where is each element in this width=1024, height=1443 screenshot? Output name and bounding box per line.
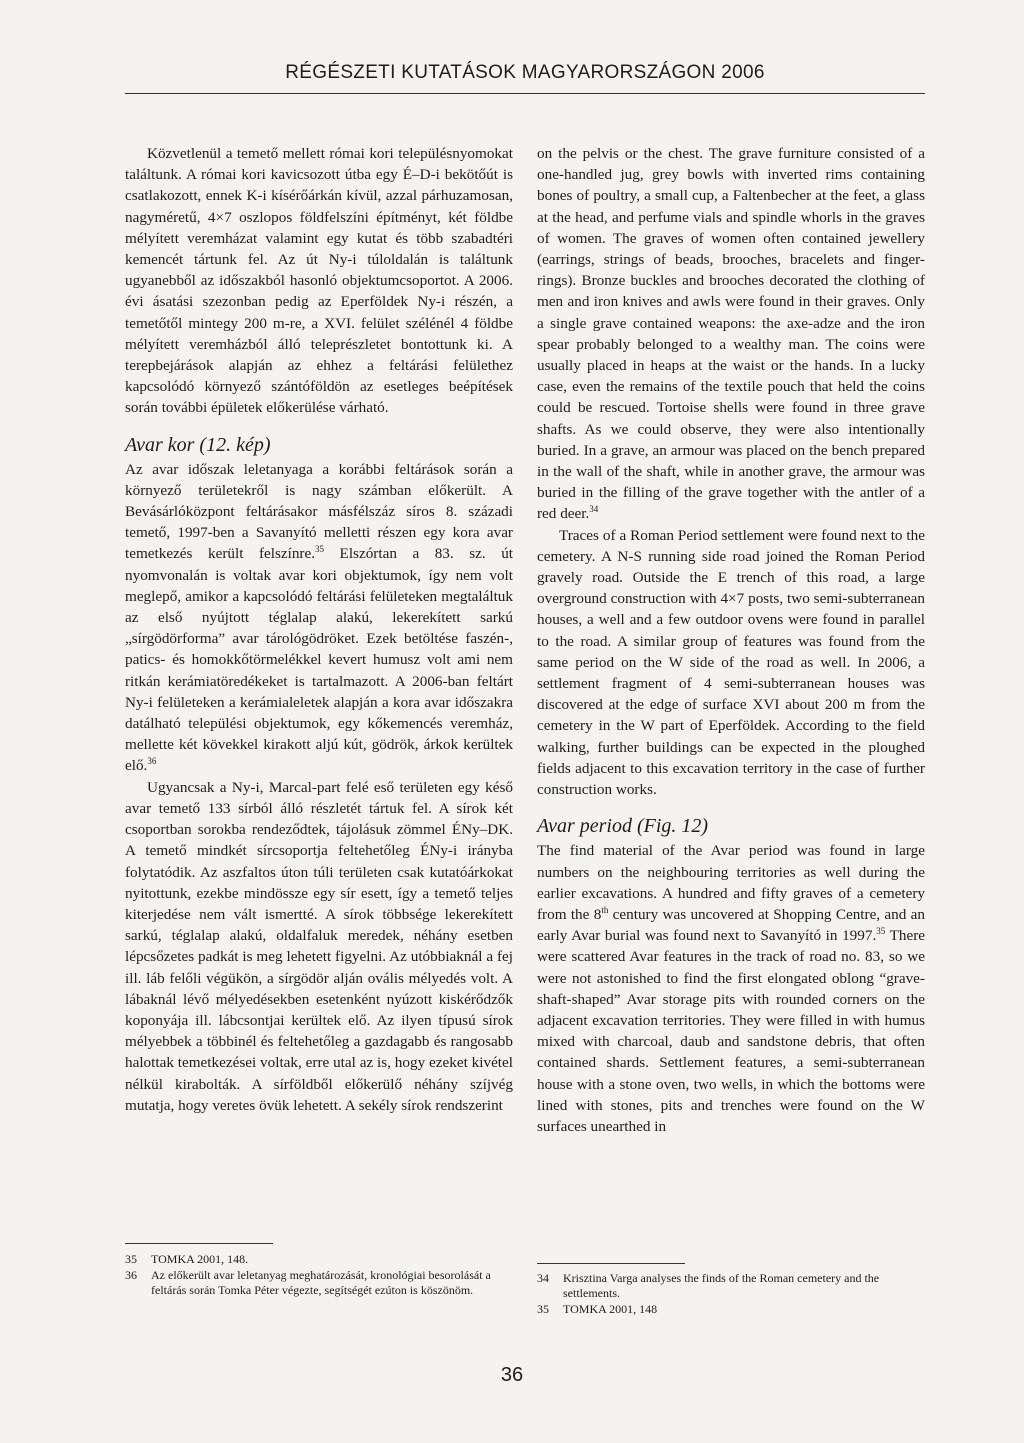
paragraph-avar-finds-hu (125, 459, 513, 777)
footnote-number: 34 (537, 1271, 549, 1285)
paragraph-roman-settlement-hu: Közvetlenül a temető mellett római kori településnyomokat találtunk. A római kori kavicsozott útba egy É–D-i bekötőút is csatlakozott, ennek K-i kísérőárkán kívül, azzal párhuzamosan, nagyméretű, 4×7 oszlopos földfelszíni építményt, két földbe mélyített veremházat valamint egy kutat és több szabadtéri kemencét tártunk fel. Az út Ny-i túloldalán is találtunk ugyanebből az időszakból hasonló objektumcsoportot. A 2006. évi ásatási szezonban pedig az Eperföldek Ny-i részén, a temetőtől mintegy 200 m-re, a XVI. felület szélénél 4 földbe mélyített veremházból álló teleprészletet bontottunk ki. A terepbejárások alapján az ehhez a feltárási felülethez kapcsolódó környező szántóföldön az esetleges beépítések során további épületek előkerülése várható. (125, 145, 513, 417)
footnote-text: TOMKA 2001, 148. (151, 1252, 249, 1266)
footnote-rule-right (537, 1263, 685, 1264)
footnote-ref[interactable]: 35 (876, 926, 886, 937)
text-segment: on the pelvis or the chest. The grave furniture consisted of a one-handled jug, grey bowls with inverted rims containing bones of poultry, a small cup, a Faltenbecher at the feet, a glass at the head, and perfume vials and spindle whorls in the graves of women. The graves of women often contained jewellery (earrings, strings of beads, brooches, bracelets and finger-rings). Bronze buckles and brooches decorated the clothing of men and iron knives and awls were found in their graves. Only a single grave contained weapons: the axe-adze and the iron spear probably belonged to a wealthy man. The coins were usually placed in heaps at the waist or the hands. In a lucky case, even the remains of the textile pouch that held the coins could be rescued. Tortoise shells were found in three grave shafts. As we could observe, they were also intentionally buried. In a grave, an armour was placed on the bench prepared in the wall of the shaft, while in another grave, the armour was buried in the filling of the grave together with the antler of a red deer. (537, 145, 925, 523)
footnote-text: Krisztina Varga analyses the finds of the Roman cemetery and the settlements. (563, 1271, 880, 1300)
footnotes-right (537, 1271, 932, 1318)
paragraph-avar-finds-en (537, 840, 925, 1137)
text-segment: The find material of the Avar period was found in large numbers on the neighbouring territories as well during the earlier excavations. A hundred and fifty graves of a cemetery from the 8 (537, 842, 925, 923)
footnote-text: Az előkerült avar leletanyag meghatározását, kronológiai besorolását a feltárás során Tomka Péter végezte, segítségét ezúton is köszönöm. (151, 1268, 491, 1297)
section-title-avar-kor: Avar kor (12. kép) (125, 433, 271, 456)
footnote-number: 36 (125, 1268, 137, 1282)
left-column-hungarian (125, 143, 513, 1116)
running-header: RÉGÉSZETI KUTATÁSOK MAGYARORSZÁGON 2006 (285, 62, 765, 83)
section-title-avar-period: Avar period (Fig. 12) (537, 815, 709, 838)
footnote-number: 35 (537, 1302, 549, 1316)
footnote-item (125, 1252, 520, 1267)
footnote-item (537, 1271, 932, 1301)
paragraph-roman-settlement-en: Traces of a Roman Period settlement were found next to the cemetery. A N-S running side road joined the Roman Period gravely road. Outside the E trench of this road, a large overground construction with 4×7 posts, two semi-subterranean houses, a well and a few outdoor ovens were found in parallel to the road. A similar group of features was found from the same period on the W side of the road as well. In 2006, a settlement fragment of 4 semi-subterranean houses was discovered at the edge of surface XVI about 200 m from the cemetery in the W part of Eperföldek. According to the field walking, further buildings can be expected in the ploughed fields adjacent to this excavation territory in the case of further construction works. (537, 526, 925, 799)
footnotes-left (125, 1252, 520, 1299)
paragraph-grave-furniture-en (537, 143, 925, 525)
header-rule (125, 93, 925, 94)
paragraph-avar-cemetery-hu: Ugyancsak a Ny-i, Marcal-part felé eső területen egy késő avar temető 133 sírból álló részletét tártuk fel. A sírok két csoportban sorokba rendeződtek, tájolásuk zömmel ÉNy–DK. A temető mindkét sírcsoportja feltehetőleg ÉNy-i irányba folytatódik. Az aszfaltos úton túli területen csak kutatóárkokat nyitottunk, ezekbe mindössze egy sír esett, így a temető teljes kiterjedése nem vált ismertté. A sírok többsége lekerekített sarkú, téglalap alakú, oldalfaluk meredek, néhány esetben lépcsőzetes padkát is meg lehetett figyelni. Az utóbbiaknál a fej ill. láb felőli végükön, a sírgödör alján ovális mélyedés volt. A lábaknál lévő mélyedésekben esetenként nyúzott kiskérődzők koponyája ill. lábcsontjai kerültek elő. Az ilyen típusú sírok mélyebbek a többinél és feltehetőleg a gazdagabb és rangosabb halottak temetkezései voltak, erre utal az is, hogy ezeket kivétel nélkül kirabolták. A sírföldből előkerülő néhány szíjvég mutatja, hogy veretes övük lehetett. A sekély sírok rendszerint (125, 778, 513, 1114)
right-column-english (537, 143, 925, 1137)
footnote-rule-left (125, 1243, 273, 1244)
page-number: 36 (500, 1364, 524, 1386)
text-segment: Az avar időszak leletanyaga a korábbi feltárások során a környező területekről is nagy számban előkerült. A Bevásárlóközpont feltárásakor másfélszáz síros 8. századi temető, 1997-ben a Savanyító melletti részen egy kora avar temetkezés került felszínre. (125, 460, 513, 563)
footnote-ref[interactable]: 34 (589, 504, 599, 515)
text-segment: Elszórtan a 83. sz. út nyomvonalán is voltak avar kori objektumok, így nem volt meglepő, amikor a kapcsolódó feltárási felületeken megtaláltuk az első nyújtott téglalap alakú, lekerekített sarkú „sírgödörforma” avar tárológödröket. Ezek betöltése faszén-, patics- és homokkőtörmelékkel kevert humusz volt ami nem ritkán kerámiatöredékeket is tartalmazott. A 2006-ban feltárt Ny-i felületeken a kerámialeletek alapján a kora avar időszakra datálható települési objektumok, egy kőkemencés veremház, mellette két kövekkel kirakott aljú kút, gödrök, árkok kerültek elő. (125, 545, 514, 775)
footnote-item (125, 1268, 520, 1298)
footnote-item (537, 1302, 932, 1317)
footnote-ref[interactable]: 36 (147, 756, 157, 767)
footnote-number: 35 (125, 1252, 137, 1266)
footnote-text: TOMKA 2001, 148 (563, 1302, 658, 1316)
text-segment: century was uncovered at Shopping Centre, and an early Avar burial was found next to Savanyító in 1997. (537, 905, 926, 945)
superscript-ordinal: th (601, 904, 609, 915)
footnote-ref[interactable]: 35 (315, 544, 325, 555)
text-segment: There were scattered Avar features in the track of road no. 83, so we were not astonished to find the first elongated oblong “grave-shaft-shaped” Avar storage pits with rounded corners on the adjacent excavation territories. They were filled in with humus mixed with charcoal, daub and sandstone debris, that often contained shards. Settlement features, a semi-subterranean house with a stone oven, two wells, in which the bottoms were lined with stones, pits and trenches were found on the W surfaces unearthed in (537, 927, 925, 1135)
